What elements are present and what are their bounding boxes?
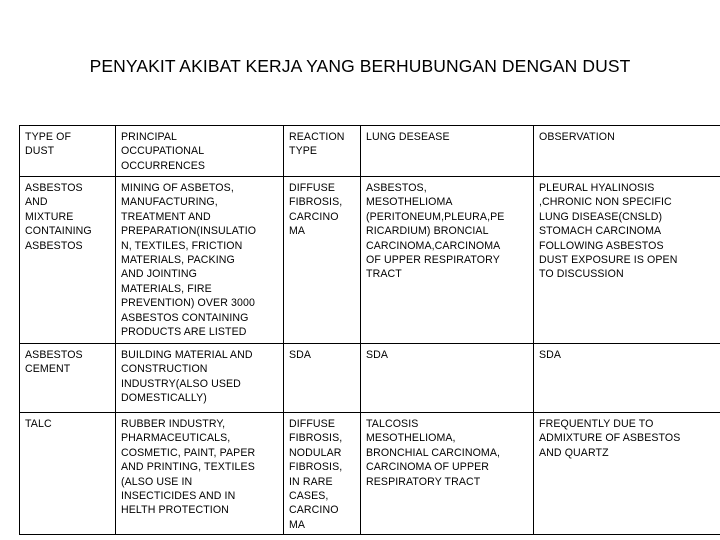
table-cell: ASBESTOS AND MIXTURE CONTAINING ASBESTOS	[20, 177, 116, 344]
table-cell: SDA	[284, 344, 361, 413]
slide-title: PENYAKIT AKIBAT KERJA YANG BERHUBUNGAN DENGAN DUST	[89, 56, 631, 76]
table-cell: ASBESTOS CEMENT	[20, 344, 116, 413]
table-row	[20, 177, 720, 344]
table-cell: FREQUENTLY DUE TO ADMIXTURE OF ASBESTOS AND QUARTZ	[534, 413, 720, 535]
table-row	[20, 413, 720, 535]
header-cell: LUNG DESEASE	[361, 126, 534, 177]
table-cell: MINING OF ASBETOS, MANUFACTURING, TREATMENT AND PREPARATION(INSULATIO N, TEXTILES, FRICTION MATERIALS, PACKING AND JOINTING MATERIALS, FIRE PREVENTION) OVER 3000 ASBESTOS CONTAINING PRODUCTS ARE LISTED	[116, 177, 284, 344]
header-cell: OBSERVATION	[534, 126, 720, 177]
header-cell: TYPE OF DUST	[20, 126, 116, 177]
table-cell: TALCOSIS MESOTHELIOMA, BRONCHIAL CARCINOMA, CARCINOMA OF UPPER RESPIRATORY TRACT	[361, 413, 534, 535]
table-cell: SDA	[361, 344, 534, 413]
table-cell: DIFFUSE FIBROSIS, CARCINO MA	[284, 177, 361, 344]
table-cell: DIFFUSE FIBROSIS, NODULAR FIBROSIS, IN RARE CASES, CARCINO MA	[284, 413, 361, 535]
table-cell: RUBBER INDUSTRY, PHARMACEUTICALS, COSMETIC, PAINT, PAPER AND PRINTING, TEXTILES (ALSO USE IN INSECTICIDES AND IN HELTH PROTECTION	[116, 413, 284, 535]
table-cell: PLEURAL HYALINOSIS ,CHRONIC NON SPECIFIC LUNG DISEASE(CNSLD) STOMACH CARCINOMA FOLLOWING ASBESTOS DUST EXPOSURE IS OPEN TO DISCUSSION	[534, 177, 720, 344]
header-cell: REACTION TYPE	[284, 126, 361, 177]
table-header-row	[20, 126, 720, 177]
table-cell: TALC	[20, 413, 116, 535]
table-cell: ASBESTOS, MESOTHELIOMA (PERITONEUM,PLEURA,PE RICARDIUM) BRONCIAL CARCINOMA,CARCINOMA OF UPPER RESPIRATORY TRACT	[361, 177, 534, 344]
header-cell: PRINCIPAL OCCUPATIONAL OCCURRENCES	[116, 126, 284, 177]
table-cell: SDA	[534, 344, 720, 413]
table-row	[20, 344, 720, 413]
dust-disease-table	[19, 125, 720, 535]
table-cell: BUILDING MATERIAL AND CONSTRUCTION INDUSTRY(ALSO USED DOMESTICALLY)	[116, 344, 284, 413]
